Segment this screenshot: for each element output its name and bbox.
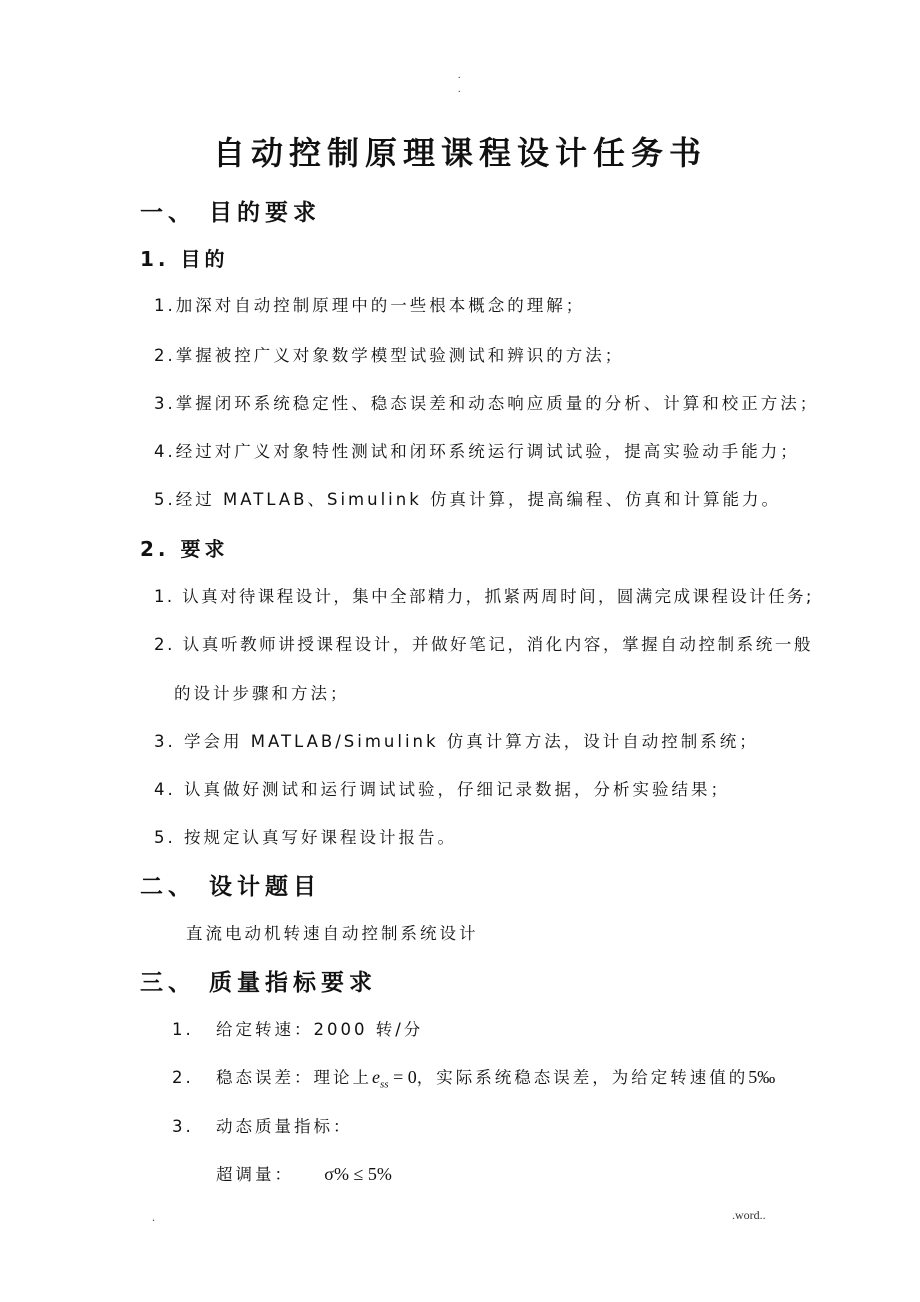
purpose-item-2: 2.掌握被控广义对象数学模型试验测试和辨识的方法； xyxy=(154,346,625,365)
design-topic: 直流电动机转速自动控制系统设计 xyxy=(186,924,479,943)
error-subscript: ss xyxy=(380,1078,389,1091)
section-heading-purpose-requirements: 一、 目的要求 xyxy=(140,200,322,226)
purpose-item-1: 1.加深对自动控制原理中的一些根本概念的理解； xyxy=(154,296,586,315)
quality-item-number: 1. xyxy=(172,1020,194,1039)
quality-item-number: 3. xyxy=(172,1117,194,1136)
requirement-item-1: 1. 认真对待课程设计，集中全部精力，抓紧两周时间，圆满完成课程设计任务; xyxy=(154,587,814,606)
header-mark-top: . xyxy=(458,70,461,81)
quality-item-text: 给定转速：2000 转/分 xyxy=(216,1020,424,1039)
subheading-requirements: 2. 要求 xyxy=(140,537,229,561)
requirement-item-3: 3. 学会用 MATLAB/Simulink 仿真计算方法，设计自动控制系统； xyxy=(154,732,759,751)
steady-state-error-label: 稳态误差：理论上 xyxy=(216,1068,372,1087)
quality-item-1 xyxy=(172,1016,423,1040)
requirement-item-2-continued: 的设计步骤和方法； xyxy=(174,684,350,703)
purpose-item-4: 4.经过对广义对象特性测试和闭环系统运行调试试验，提高实验动手能力； xyxy=(154,442,800,461)
overshoot-label: 超调量： xyxy=(216,1165,294,1184)
requirement-item-2: 2. 认真听教师讲授课程设计，并做好笔记，消化内容，掌握自动控制系统一般 xyxy=(154,635,814,654)
steady-state-error-formula xyxy=(372,1067,417,1091)
requirement-item-5: 5. 按规定认真写好课程设计报告。 xyxy=(154,828,457,847)
quality-item-number: 2. xyxy=(172,1068,194,1087)
quality-item-text: 动态质量指标： xyxy=(216,1117,353,1136)
steady-state-error-value: 5‰ xyxy=(748,1067,776,1087)
steady-state-error-description: ，实际系统稳态误差，为给定转速值的 xyxy=(416,1068,749,1087)
footer-left-mark: . xyxy=(152,1210,155,1224)
overshoot-formula: σ% ≤ 5% xyxy=(324,1164,392,1184)
page-title: 自动控制原理课程设计任务书 xyxy=(212,134,707,172)
section-heading-design-topic: 二、 设计题目 xyxy=(140,874,322,900)
purpose-item-5: 5.经过 MATLAB、Simulink 仿真计算，提高编程、仿真和计算能力。 xyxy=(154,490,782,509)
footer-right-mark: .word.. xyxy=(732,1208,766,1222)
requirement-item-4: 4. 认真做好测试和运行调试试验，仔细记录数据，分析实验结果； xyxy=(154,780,730,799)
section-heading-quality-indicators: 三、 质量指标要求 xyxy=(140,970,378,996)
quality-item-2 xyxy=(172,1064,775,1091)
purpose-item-3: 3.掌握闭环系统稳定性、稳态误差和动态响应质量的分析、计算和校正方法； xyxy=(154,394,820,413)
header-mark-bottom: . xyxy=(458,84,461,95)
quality-item-3 xyxy=(172,1113,353,1137)
subheading-purpose: 1. 目的 xyxy=(140,247,229,271)
error-equation: = 0 xyxy=(388,1067,417,1087)
overshoot-row xyxy=(216,1161,392,1185)
error-variable: e xyxy=(372,1067,380,1087)
